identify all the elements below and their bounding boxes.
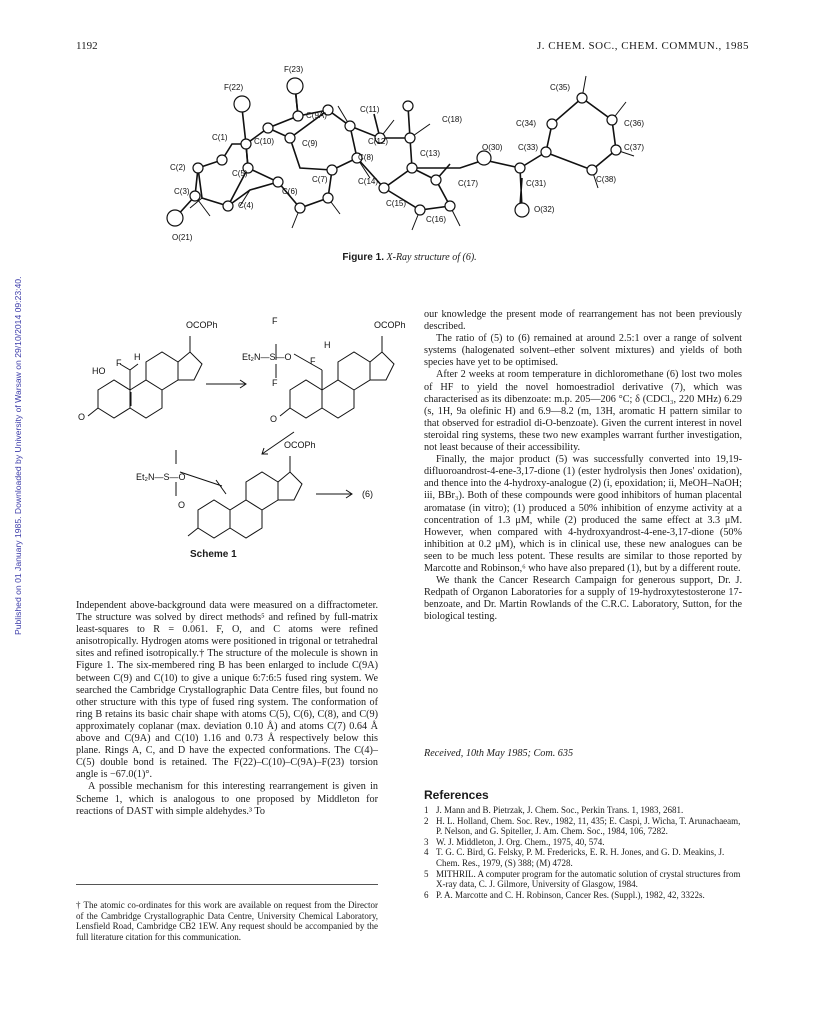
reference-text: H. L. Holland, Chem. Soc. Rev., 1982, 11, 435; E. Caspi, J. Wicha, T. Arunachaeam, P. Nelson, and G. Spiteller, J. Am. Chem. Soc., 1984, 106, 7282. [436, 815, 741, 837]
atom-label: C(38) [596, 175, 617, 184]
oxygen-atom [477, 151, 491, 165]
atom-label: O(30) [482, 143, 503, 152]
steroid-structure-2 [242, 316, 406, 424]
scheme-label: O [178, 500, 186, 510]
atom-label: C(4) [238, 201, 254, 210]
atom-label: C(31) [526, 179, 547, 188]
running-head: J. CHEM. SOC., CHEM. COMMUN., 1985 [537, 40, 749, 52]
scheme-1-figure [76, 314, 406, 546]
scheme-label: F [116, 358, 122, 368]
steroid-structure-3 [136, 440, 316, 538]
figure-caption [0, 252, 819, 263]
reference-text: W. J. Middleton, J. Org. Chem., 1975, 40, 574. [436, 836, 605, 847]
body-paragraph: Finally, the major product (5) was successfully converted into 19,19-difluoroandrost-4-ene-3,17-dione (1) (ester hydrolysis then Jones' oxidation), and thence into the 4-hydroxy-analogue (2) (i, epoxidation; ii, MeOH–NaOH; iii, BBr₃). Both of these compounds were good inhibitors of human placental aromatase (in vitro); (1) produced a 50% inhibition of enzyme activity at a concentration of 1.3 μM, while (2) produced the same effect at 3.3 μM. However, when compared with 4-hydroxyandrost-4-ene-3,17-dione (50% inhibition at 0.2 μM), which is in clinical use, these new analogues can be seen to be much less potent. These results are similar to those reported by Marcotte and Robinson,⁶ who have also prepared (1), but by a different route. [424, 454, 742, 574]
reference-number: 6 [424, 889, 429, 900]
right-column [424, 309, 742, 623]
left-column [76, 600, 378, 818]
body-paragraph: A possible mechanism for this interesting rearrangement is given in Scheme 1, which is analogous to one proposed by Middleton for reactions of DAST with simple aldehydes.³ To [76, 781, 378, 817]
atom-label: O(32) [534, 205, 555, 214]
scheme-label: H [134, 352, 141, 362]
received-date: Received, 10th May 1985; Com. 635 [424, 748, 574, 759]
scheme-label: O [270, 414, 278, 424]
atom-label: C(35) [550, 83, 571, 92]
atom-label: C(37) [624, 143, 645, 152]
download-watermark: Published on 01 January 1985. Downloaded by University of Warsaw on 29/10/2014 09:23:40. [13, 276, 23, 635]
atom-label: C(15) [386, 199, 407, 208]
atom-label: F(23) [284, 65, 304, 74]
reference-item [424, 847, 742, 868]
atom-label: C(16) [426, 215, 447, 224]
atom-label: C(33) [518, 143, 539, 152]
atom-label: C(10) [254, 137, 275, 146]
reference-text: J. Mann and B. Pietrzak, J. Chem. Soc., Perkin Trans. 1, 1983, 2681. [436, 805, 684, 815]
reference-item [424, 837, 742, 848]
scheme-label: HO [92, 366, 106, 376]
atom-label: C(14) [358, 177, 379, 186]
reference-number: 3 [424, 836, 429, 847]
atom-label: C(6) [282, 187, 298, 196]
reference-number: 2 [424, 815, 429, 826]
reference-item [424, 869, 742, 890]
scheme-label: OCOPh [186, 320, 218, 330]
atom-label: F(22) [224, 83, 244, 92]
body-paragraph: our knowledge the present mode of rearrangement has not been previously described. [424, 309, 742, 333]
fluorine-atom [234, 96, 250, 112]
reference-text: P. A. Marcotte and C. H. Robinson, Cancer Res. (Suppl.), 1982, 42, 3322s. [436, 889, 705, 900]
scheme-label: OCOPh [374, 320, 406, 330]
atom-label: C(34) [516, 119, 537, 128]
atom-label: C(7) [312, 175, 328, 184]
body-paragraph: After 2 weeks at room temperature in dichloromethane (6) lost two moles of HF to yield the novel homoestradiol derivative (7), which was characterised as its dibenzoate: m.p. 205—206 °C; δ (CDCl₃, 220 MHz) 6.29 (s, 1H, 9a olefinic H) and 6.9—8.2 (m, 13H, aromatic H pattern similar to that observed for estradiol di-O-benzoate). Given the current interest in novel steroidal ring systems, these two new examples warrant further investigation, not least because of their accessibility. [424, 369, 742, 454]
oxygen-atom [515, 203, 529, 217]
scheme-product-label: (6) [362, 489, 373, 499]
atom-label: C(2) [170, 163, 186, 172]
atom-label: C(8) [358, 153, 374, 162]
atom-label: C(18) [442, 115, 463, 124]
oxygen-atom [167, 210, 183, 226]
reference-number: 5 [424, 868, 429, 879]
reference-item [424, 890, 742, 901]
atom-label: C(3) [174, 187, 190, 196]
reference-text: MITHRIL. A computer program for the automatic solution of crystal structures from X-ray data, C. J. Gilmore, University of Glasgow, 1984. [436, 868, 741, 890]
reference-item [424, 805, 742, 816]
body-paragraph: The ratio of (5) to (6) remained at around 2.5:1 over a range of solvent systems (halogenated solvent–ether solvent mixtures) and yields of both species have yet to be optimised. [424, 333, 742, 369]
fluorine-atom [287, 78, 303, 94]
figure-caption-text: X-Ray structure of (6). [384, 252, 477, 263]
scheme-label: F [272, 378, 278, 388]
atom-label: C(13) [420, 149, 441, 158]
scheme-label: OCOPh [284, 440, 316, 450]
figure-caption-label: Figure 1. [342, 252, 384, 263]
scheme-label: Et₂N—S—O [136, 472, 186, 482]
reaction-arrow-3 [316, 490, 352, 498]
atom-label: C(9A) [306, 111, 327, 120]
atom-label: C(17) [458, 179, 479, 188]
scheme-label: F [272, 316, 278, 326]
reference-text: T. G. C. Bird, G. Felsky, P. M. Fredericks, E. R. H. Jones, and G. D. Meakins, J. Chem. Res., 1979, (S) 388; (M) 4728. [436, 847, 725, 868]
steroid-structure-1 [78, 320, 218, 422]
xray-structure-figure [150, 58, 650, 248]
body-paragraph: We thank the Cancer Research Campaign for generous support, Dr. J. Redpath of Organon Laboratories for a supply of 19-hydroxytestosterone 17-benzoate, and Dr. Martin Rowlands of the C.R.C. Laboratory, Sutton, for the biological testing. [424, 575, 742, 623]
figure-atom-labels [170, 65, 644, 242]
footnote-divider [76, 884, 378, 885]
atom-label: C(11) [360, 105, 380, 114]
atom-label: C(5) [232, 169, 248, 178]
atom-label: C(12) [368, 137, 389, 146]
page-number: 1192 [76, 40, 98, 52]
body-paragraph: Independent above-background data were measured on a diffractometer. The structure was solved by direct methods⁵ and refined by full-matrix least-squares to R = 0.061. F, O, and C atoms were refined anisotropically. Hydrogen atoms were positioned in trigonal or tetrahedral sites and refined isotropically.† The structure of the molecule is shown in Figure 1. The six-membered ring B has been enlarged to include C(9A) between C(9) and C(10) to give a unique 6:7:6:5 fused ring system. We searched the Cambridge Crystallographic Data Centre files, but found no other structure with this type of fused ring system. The conformation of ring B retains its basic chair shape with atoms C(5), C(6), C(8), and C(9) approximately coplanar (max. deviation 0.10 Å) and atoms C(7) 0.64 Å above and C(9A) and C(10) 1.16 and 0.73 Å respectively below this plane. Rings A, C, and D have the expected conformations. The C(4)–C(5) double bond is retained. The F(22)–C(10)–C(9A)–F(23) torsion angle is −67.0(1)°. [76, 600, 378, 781]
scheme-label: H [324, 340, 331, 350]
reference-number: 4 [424, 847, 429, 858]
atom-label: O(21) [172, 233, 193, 242]
footnote: † The atomic co-ordinates for this work are available on request from the Director of the Cambridge Crystallographic Data Centre, University Chemical Laboratory, Lensfield Road, Cambridge CB2 1EW. Any request should be accompanied by the full literature citation for this communication. [76, 900, 378, 942]
scheme-caption: Scheme 1 [190, 549, 237, 560]
scheme-label: F [310, 356, 316, 366]
atom-label: C(1) [212, 133, 228, 142]
reference-number: 1 [424, 805, 429, 815]
references-heading: References [424, 788, 489, 802]
atom-label: C(36) [624, 119, 645, 128]
reference-item [424, 816, 742, 837]
reaction-arrow-1 [206, 380, 246, 388]
scheme-label: O [78, 412, 86, 422]
scheme-label: Et₂N—S—O [242, 352, 292, 362]
atom-label: C(9) [302, 139, 318, 148]
references-list [424, 805, 742, 900]
